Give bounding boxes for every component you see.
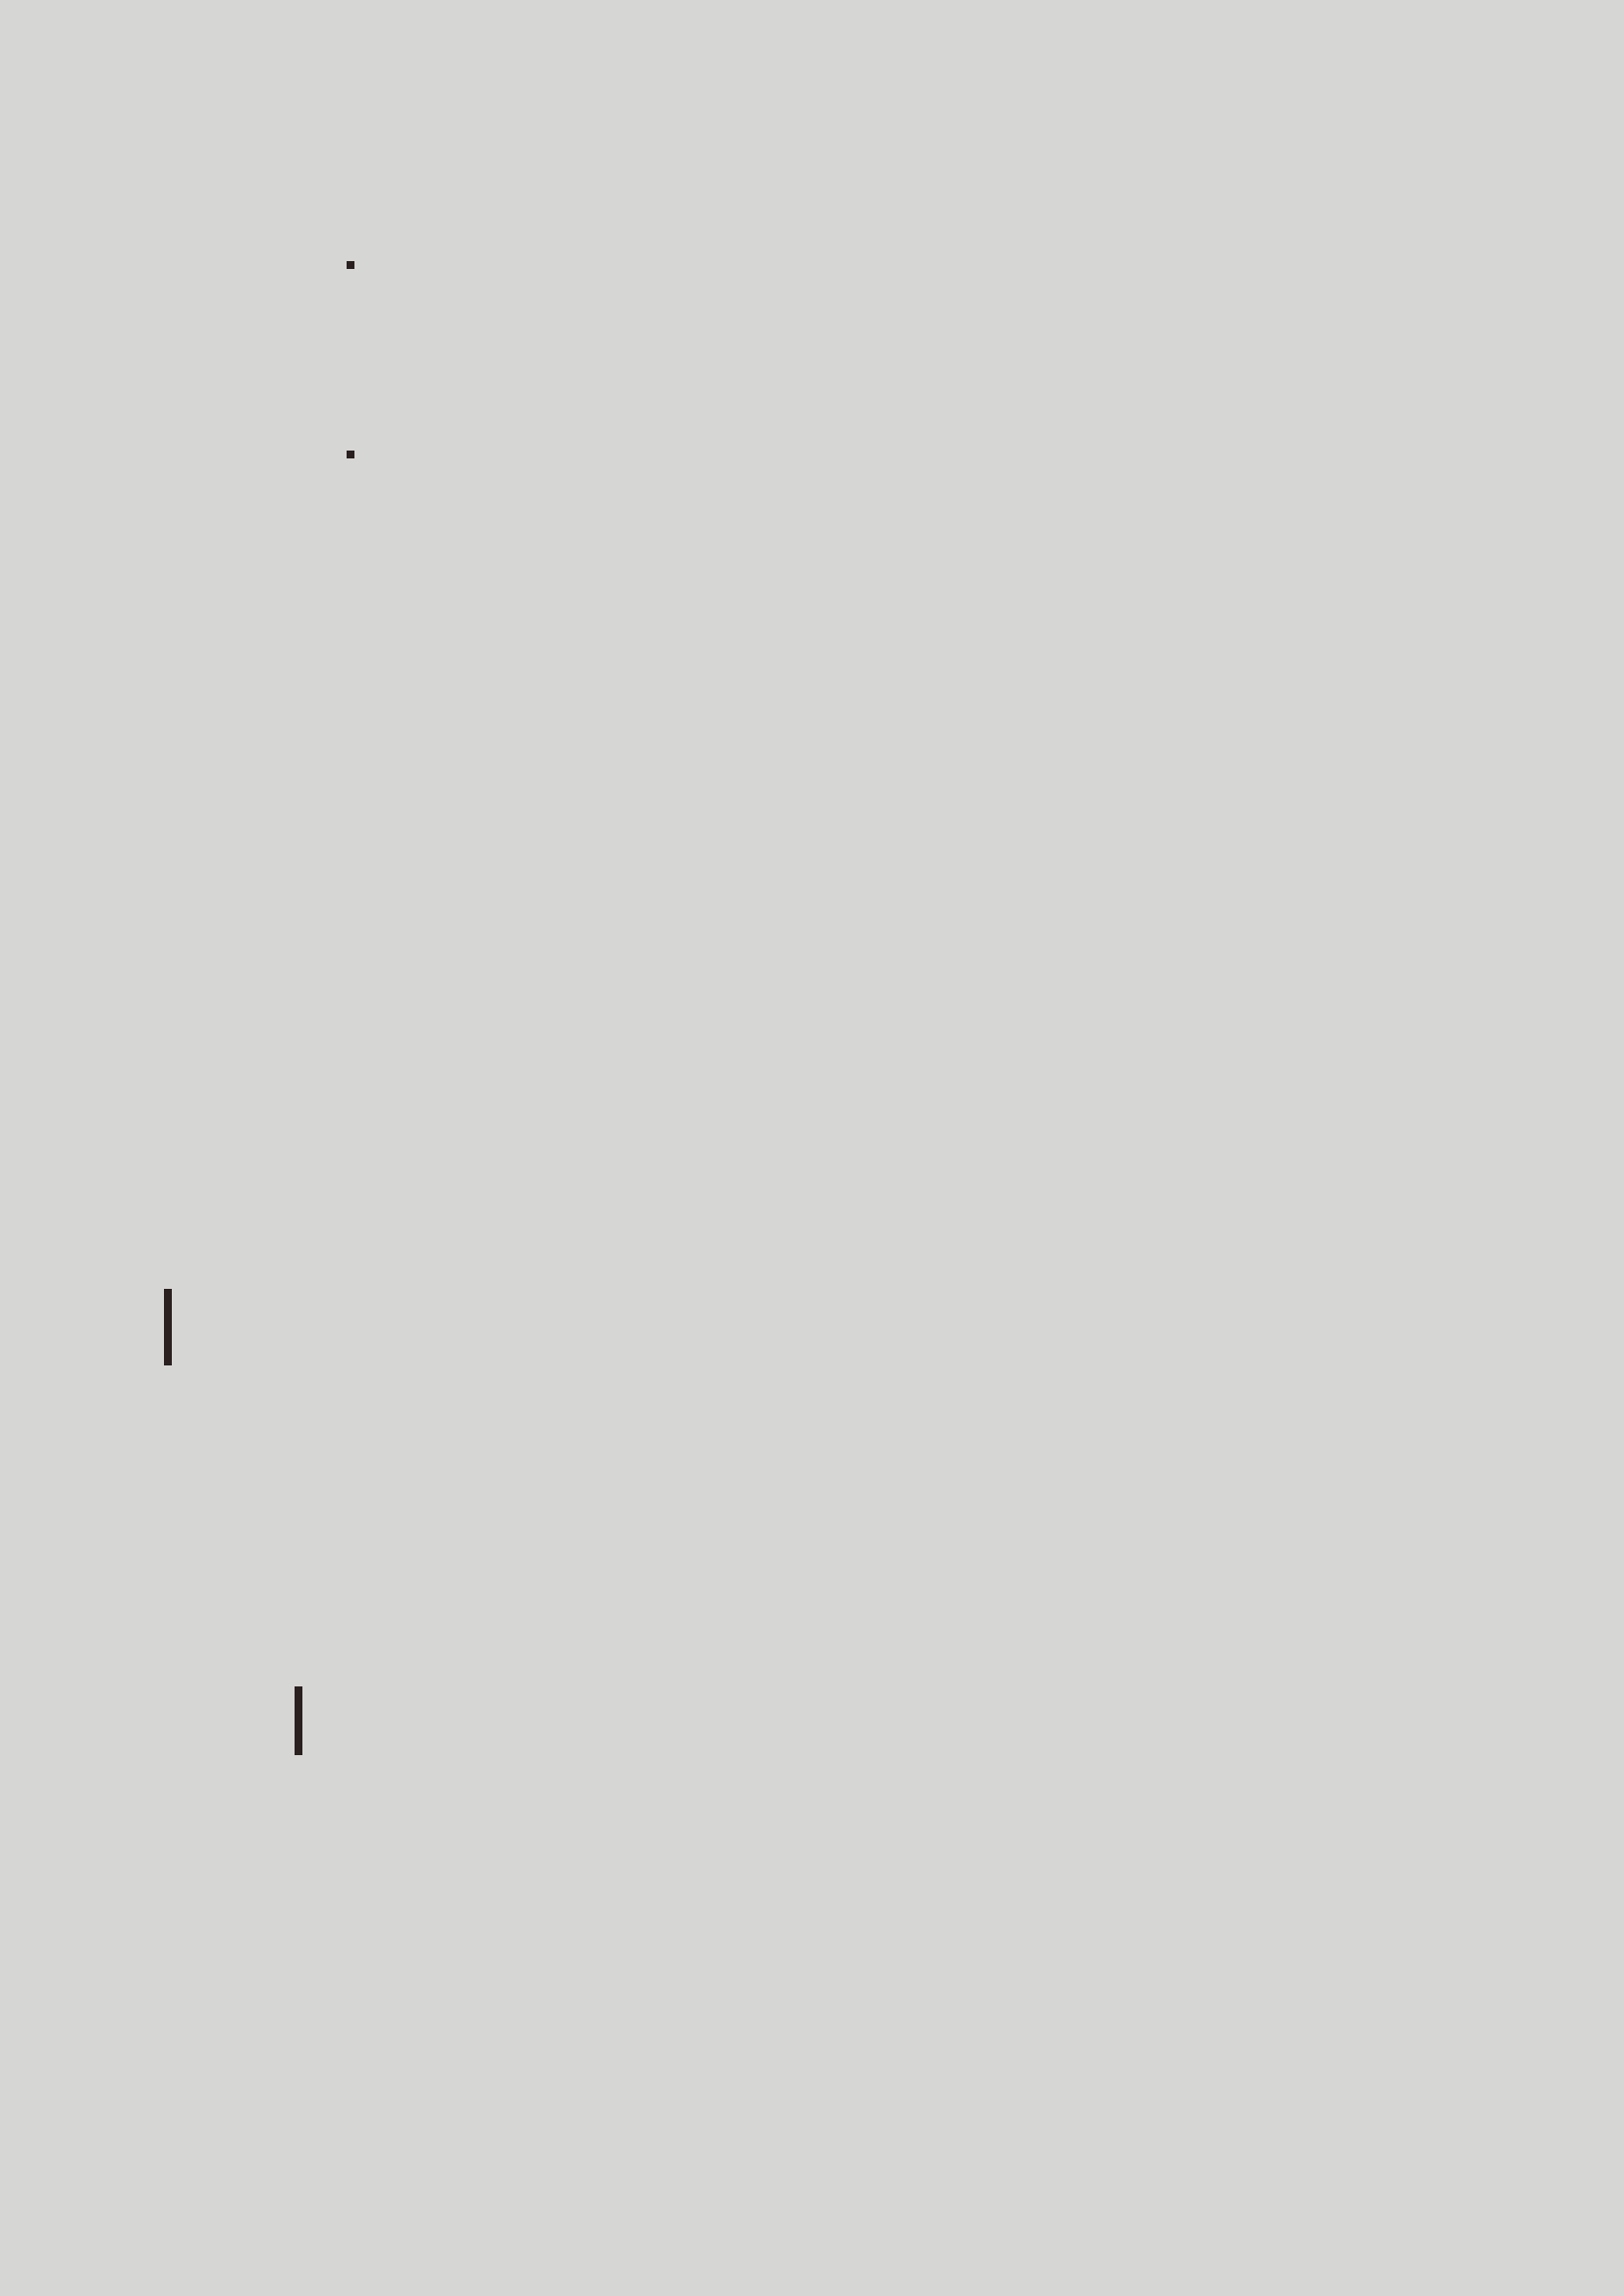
ms-tx-strip [347,451,354,458]
figure-27-strip [295,1686,302,1755]
figure-26-strip [164,1289,172,1365]
repeater-tx-strip [347,261,354,269]
